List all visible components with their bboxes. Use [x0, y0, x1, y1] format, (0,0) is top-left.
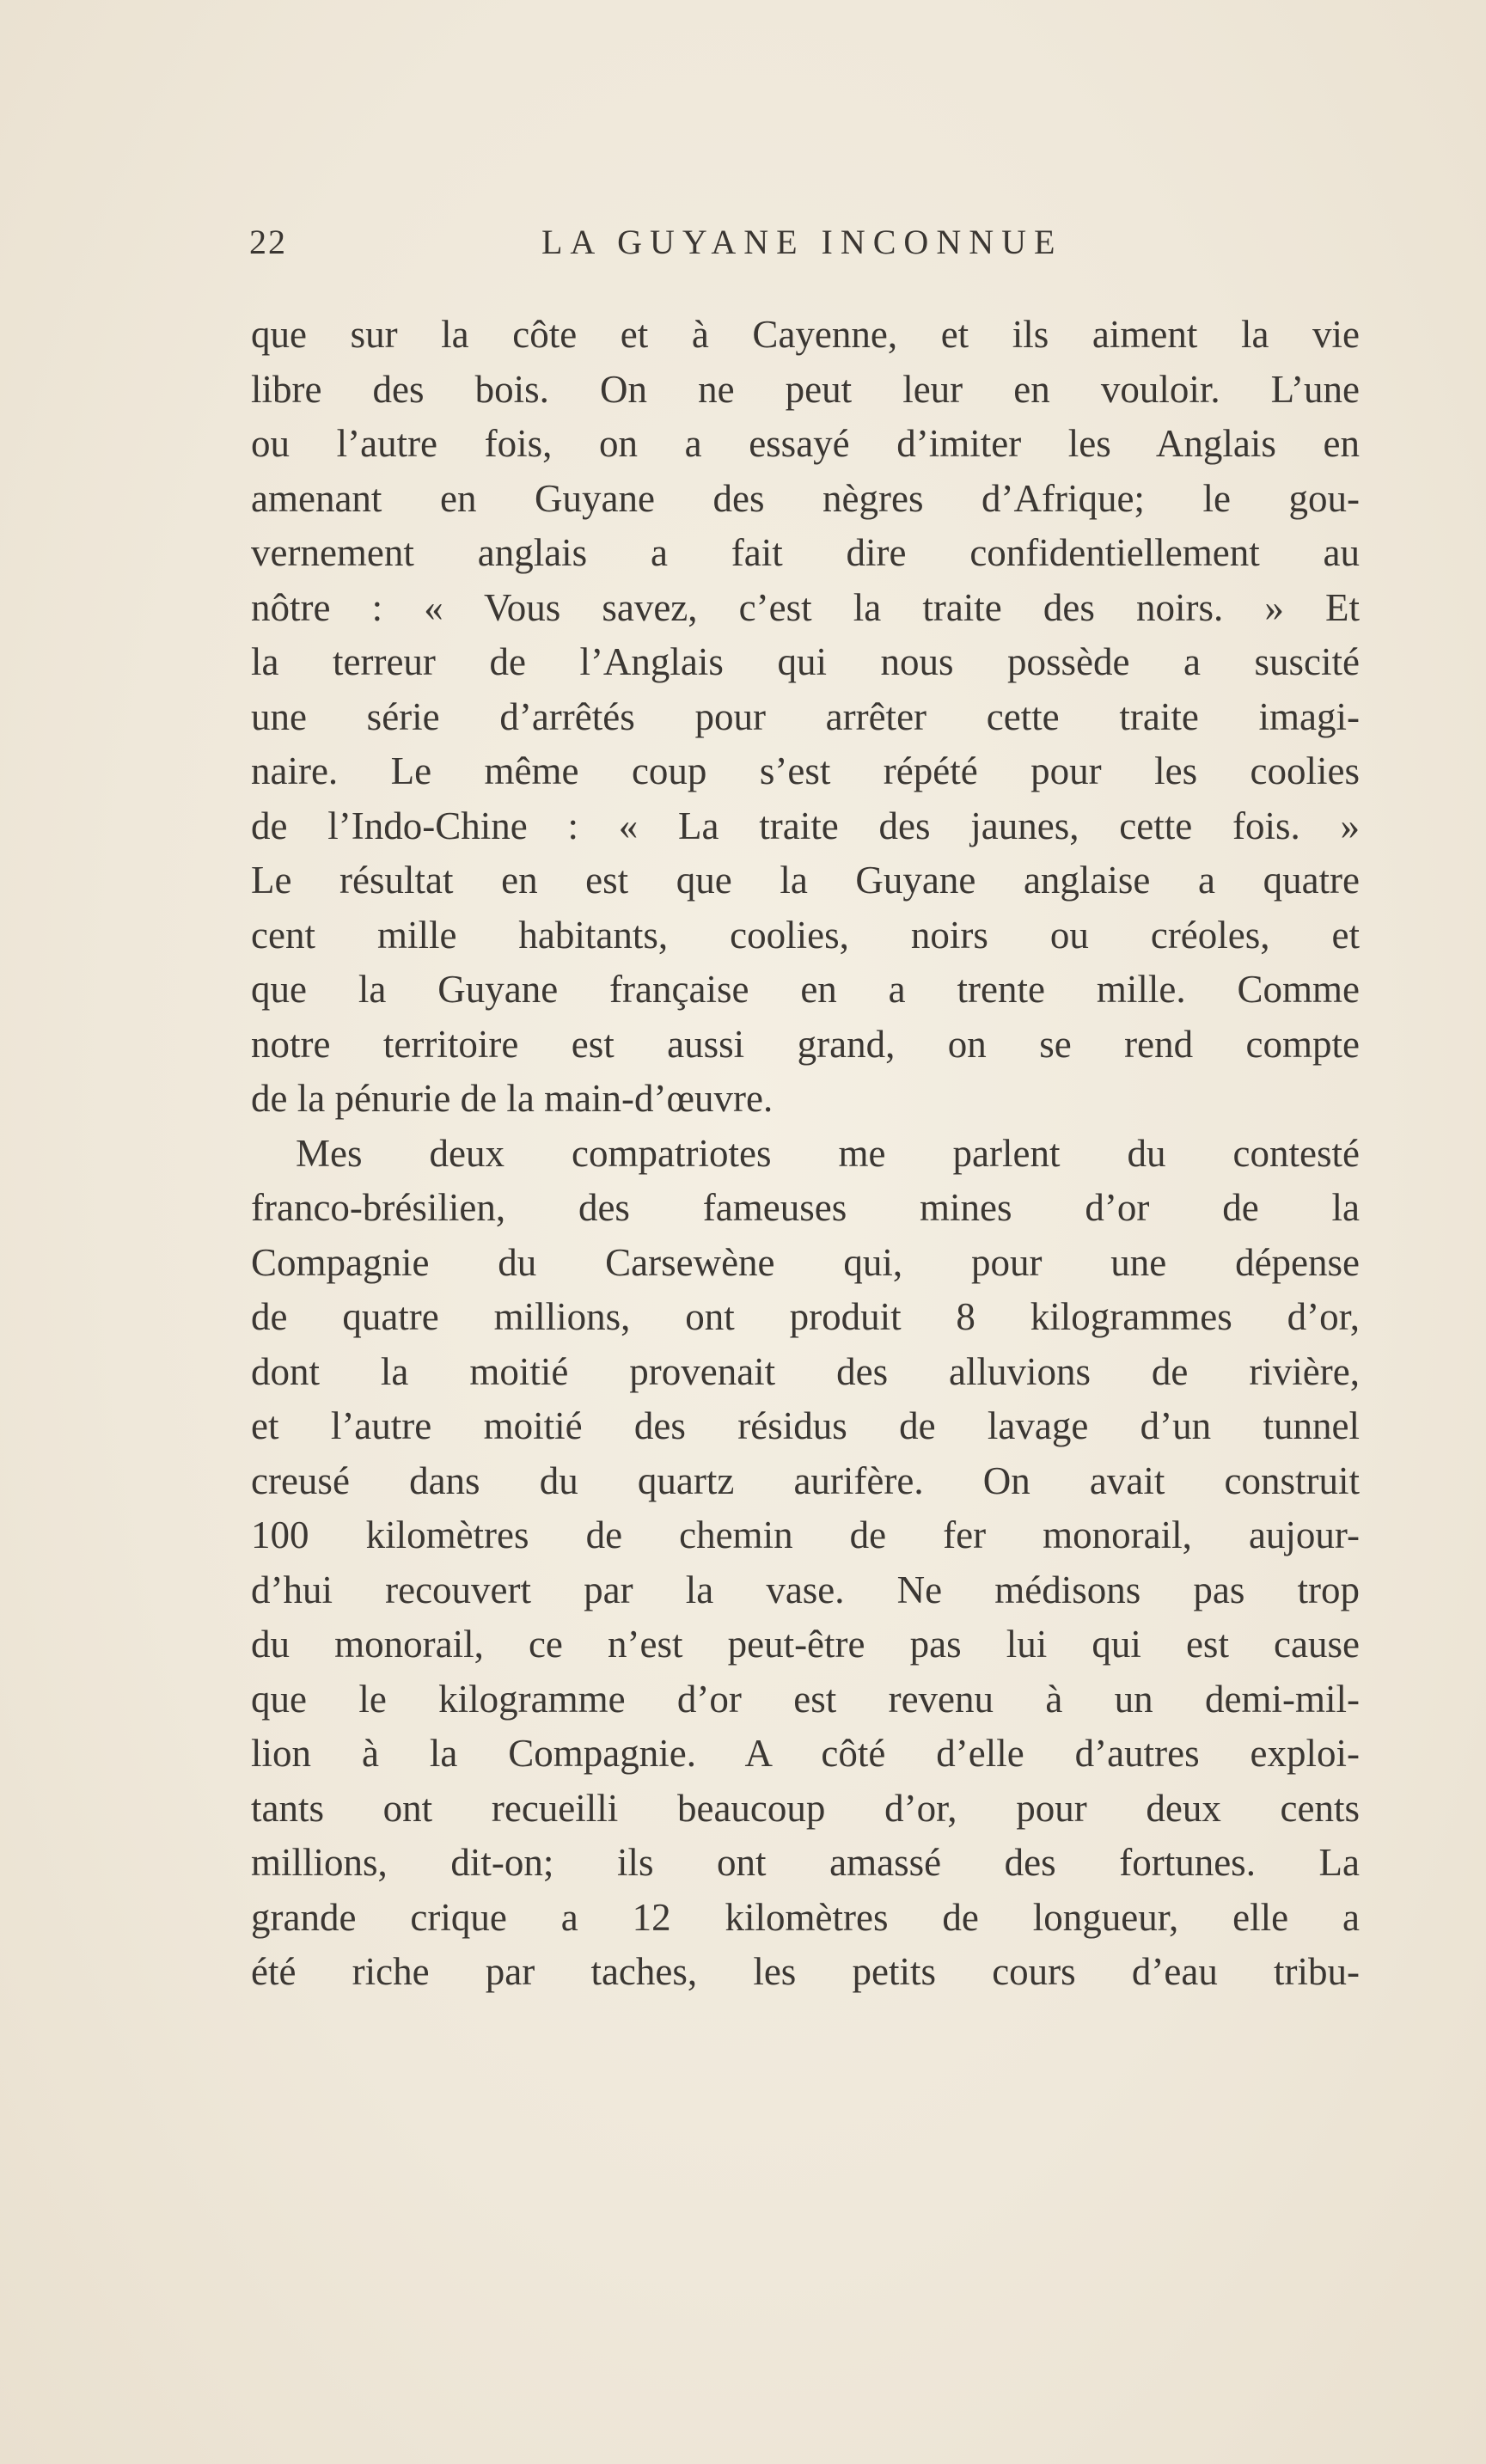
- text-line: une série d’arrêtés pour arrêter cette traite imagi-: [251, 694, 1360, 738]
- text-line: du monorail, ce n’est peut-être pas lui qui est cause: [251, 1623, 1360, 1666]
- text-line: de l’Indo-Chine : « La traite des jaunes, cette fois. »: [251, 804, 1360, 847]
- text-line: vernement anglais a fait dire confidentiellement au: [251, 531, 1360, 574]
- text-line: creusé dans du quartz aurifère. On avait construit: [251, 1458, 1360, 1502]
- text-line: et l’autre moitié des résidus de lavage d’un tunnel: [251, 1404, 1360, 1447]
- text-line: que sur la côte et à Cayenne, et ils aiment la vie: [251, 313, 1360, 356]
- text-line: libre des bois. On ne peut leur en vouloir. L’une: [251, 367, 1360, 411]
- text-line: nôtre : « Vous savez, c’est la traite des noirs. » Et: [251, 585, 1360, 629]
- text-line: d’hui recouvert par la vase. Ne médisons pas trop: [251, 1568, 1360, 1611]
- text-line: que le kilogramme d’or est revenu à un demi-mil-: [251, 1677, 1360, 1721]
- text-line: Mes deux compatriotes me parlent du contesté: [296, 1131, 1360, 1175]
- text-line: Compagnie du Carsewène qui, pour une dépense: [251, 1240, 1360, 1284]
- page-number: 22: [249, 223, 287, 261]
- text-line: que la Guyane française en a trente mille. Comme: [251, 968, 1360, 1011]
- text-line: de la pénurie de la main-d’œuvre.: [251, 1077, 774, 1120]
- text-line: amenant en Guyane des nègres d’Afrique; le gou-: [251, 476, 1360, 520]
- text-line: franco-brésilien, des fameuses mines d’or de la: [251, 1186, 1360, 1229]
- text-line: grande crique a 12 kilomètres de longueur, elle a: [251, 1895, 1360, 1939]
- text-line: tants ont recueilli beaucoup d’or, pour deux cents: [251, 1786, 1360, 1830]
- text-line: notre territoire est aussi grand, on se rend compte: [251, 1022, 1360, 1066]
- text-line: la terreur de l’Anglais qui nous possède a suscité: [251, 640, 1360, 683]
- body-text: [251, 308, 1360, 2000]
- text-line: Le résultat en est que la Guyane anglaise a quatre: [251, 859, 1360, 902]
- text-line: 100 kilomètres de chemin de fer monorail, aujour-: [251, 1513, 1360, 1556]
- text-line: naire. Le même coup s’est répété pour les coolies: [251, 749, 1360, 792]
- page-header: [249, 222, 1358, 273]
- text-line: lion à la Compagnie. A côté d’elle d’autres exploi-: [251, 1732, 1360, 1775]
- running-title: LA GUYANE INCONNUE: [541, 223, 1063, 261]
- text-line: été riche par taches, les petits cours d’eau tribu-: [251, 1950, 1360, 1993]
- text-line: dont la moitié provenait des alluvions de rivière,: [251, 1349, 1360, 1393]
- text-line: millions, dit-on; ils ont amassé des fortunes. La: [251, 1841, 1360, 1884]
- text-line: ou l’autre fois, on a essayé d’imiter les Anglais en: [251, 422, 1360, 465]
- text-line: cent mille habitants, coolies, noirs ou créoles, et: [251, 913, 1360, 957]
- text-line: de quatre millions, ont produit 8 kilogrammes d’or,: [251, 1295, 1360, 1338]
